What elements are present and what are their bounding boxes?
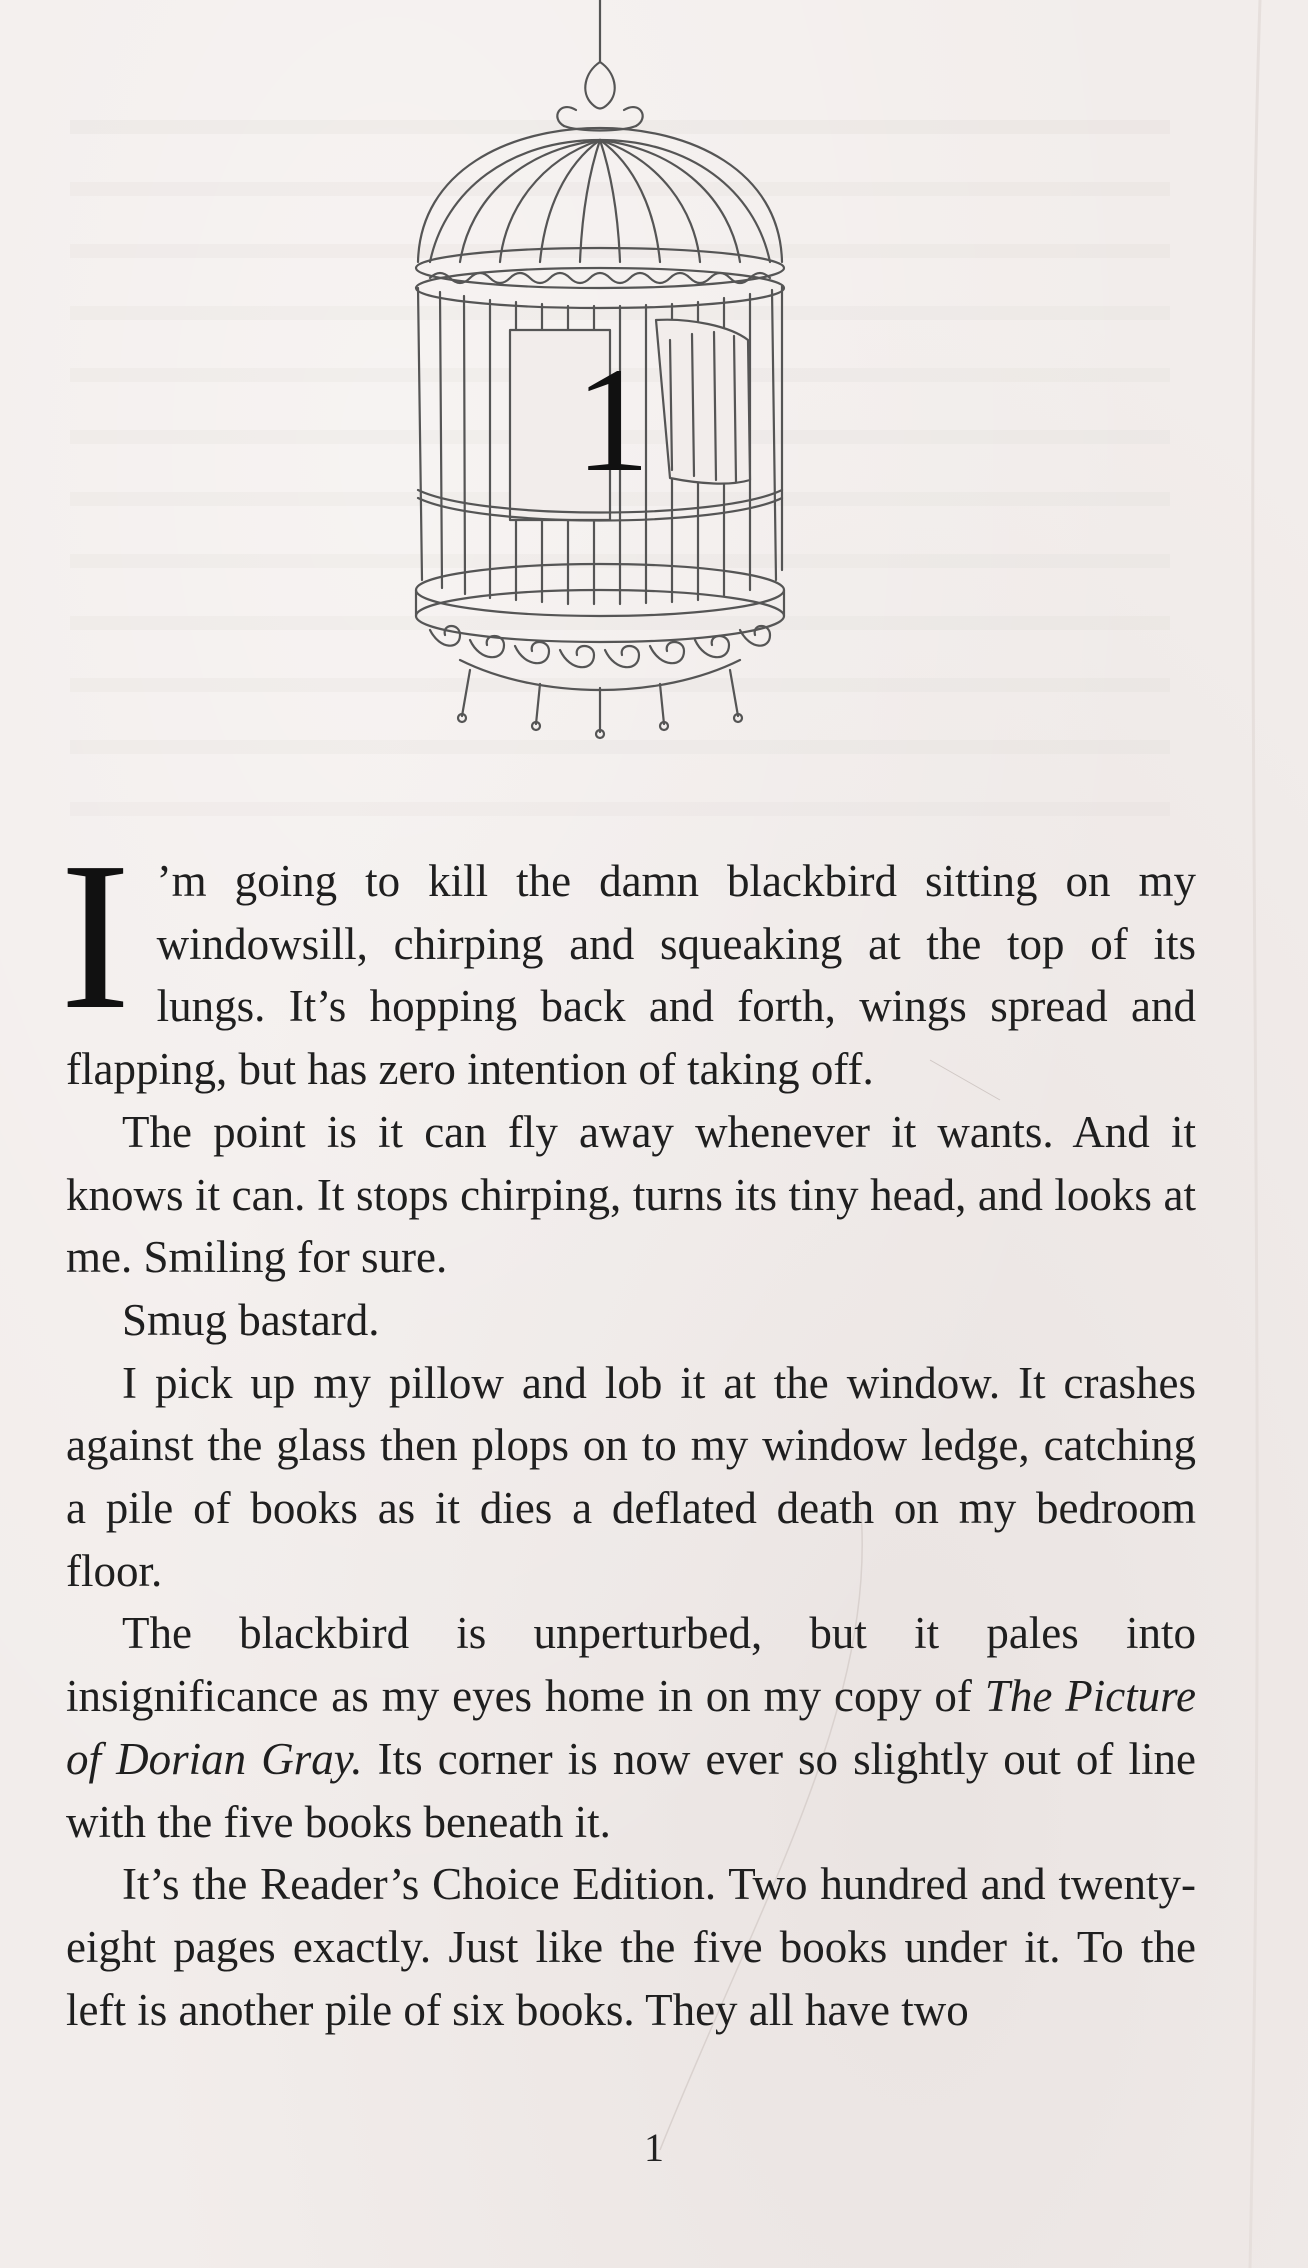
- paragraph-2: The point is it can fly away whenever it wants. And it knows it can. It stops chirping, turns its tiny head, and looks at me. Smiling for sure.: [66, 1106, 1196, 1283]
- paragraph-5: [66, 1602, 1196, 1853]
- page-number: 1: [644, 2125, 664, 2170]
- paragraph-4: I pick up my pillow and lob it at the window. It crashes against the glass then plops on to my window ledge, catching a pile of books as it dies a deflated death on my bedroom floor.: [66, 1357, 1196, 1596]
- paragraph-1-text: ’m going to kill the damn blackbird sitting on my windowsill, chirping and squeaking at the top of its lungs. It’s hopping back and forth, wings spread and flapping, but has zero intention of taking off.: [66, 856, 1196, 1095]
- drop-cap: I: [60, 818, 131, 1053]
- chapter-body: [60, 818, 1196, 2041]
- paragraph-3: Smug bastard.: [122, 1294, 380, 1345]
- paragraph-1: [60, 818, 1196, 1101]
- chapter-number: 1: [575, 337, 650, 503]
- book-title: The Picture of Dorian Gray.: [66, 1671, 1196, 1784]
- paragraph-5-text-b: Its corner is now ever so slightly out of line with the five books beneath it.: [66, 1733, 1196, 1847]
- paragraph-5-text-a: The blackbird is unperturbed, but it pales into insignificance as my eyes home in on my copy of: [66, 1608, 1196, 1722]
- paragraph-6: It’s the Reader’s Choice Edition. Two hundred and twenty-eight pages exactly. Just like the five books under it. To the left is another pile of six books. They all have two: [66, 1859, 1196, 2035]
